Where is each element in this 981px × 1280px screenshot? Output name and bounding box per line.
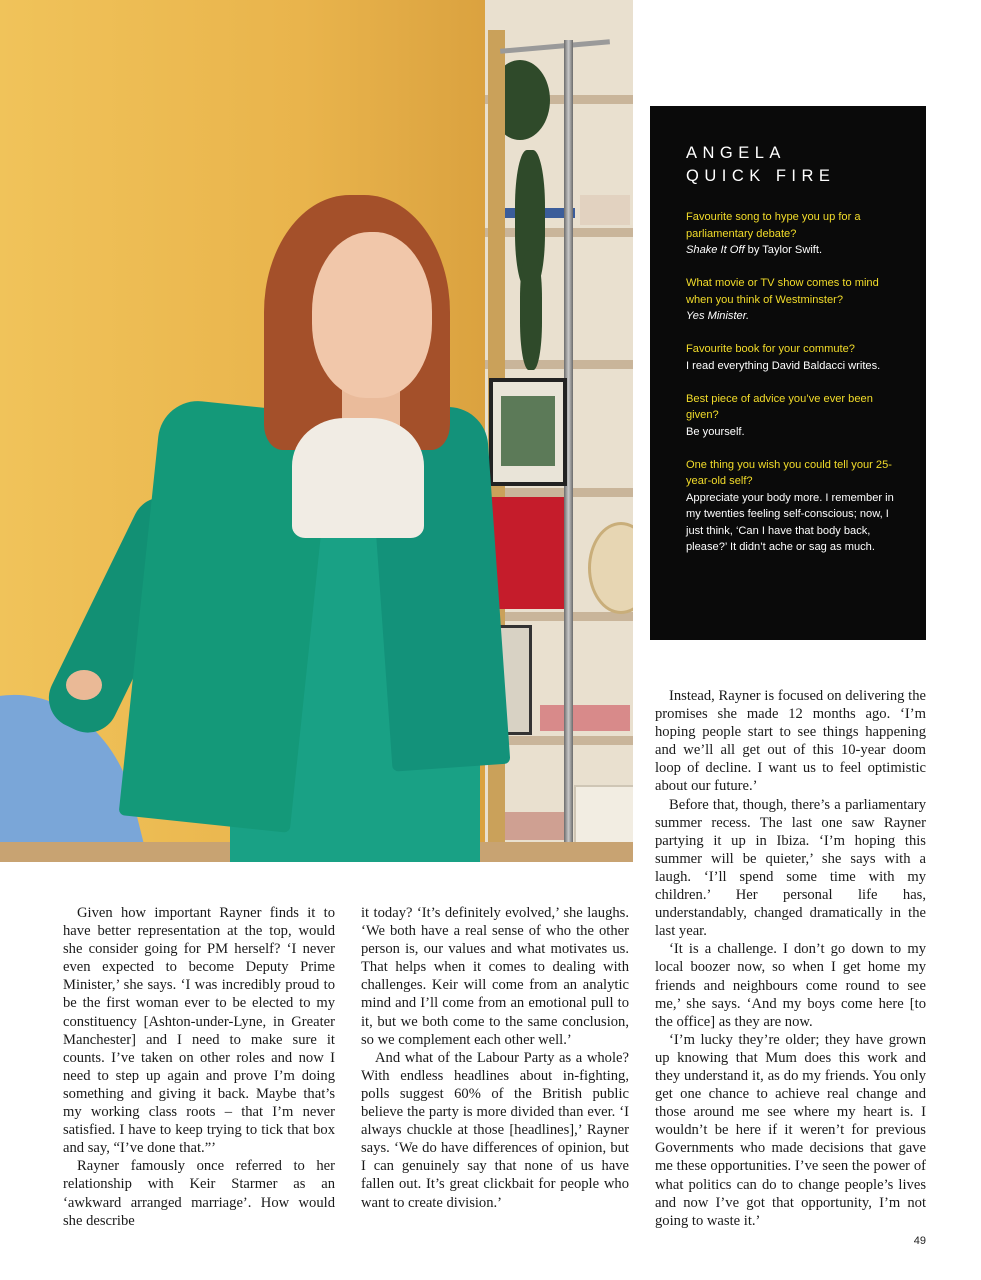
shelf-board [485,612,633,621]
qa-item [686,209,896,259]
qa-item [686,275,896,325]
paragraph: ‘It is a challenge. I don’t go down to my local boozer now, so when I get home my friends and neighbours come round to see me,’ she says. ‘And my boys come here [to the office] as they are now. [655,941,926,1030]
paragraph: Instead, Rayner is focused on delivering the promises she made 12 months ago. ‘I’m hoping people start to see things happening and we’ll all get out of this 10-year doom loop of decline. I want us to feel optimistic about our future.’ [655,688,926,795]
plant [520,250,542,370]
books [540,705,630,731]
quick-fire-title [686,142,896,188]
qa-item [686,341,896,374]
answer [686,308,896,325]
answer-text: Be yourself. [686,425,745,438]
question: One thing you wish you could tell your 25-year-old self? [686,458,892,487]
title-line-1: ANGELA [686,144,786,162]
paragraph: Rayner famously once referred to her relationship with Keir Starmer as an ‘awkward arranged marriage’. How would she describe [63,1158,335,1229]
question: Favourite book for your commute? [686,343,855,355]
paragraph: Given how important Rayner finds it to have better representation at the top, would she consider going for PM herself? ‘I never even expected to become Deputy Prime Minister,’ she says. ‘I was incredibly proud to be the first woman ever to be elected to my constituency [Ashton-under-Lyne, in Greater Manchester] and I need to make sure it counts. I’ve taken on other roles and now I need to step up again and prove I’m doing something and giving it back. Maybe that’s my working class roots – that I’m never satisfied. I have to keep trying to tick that box and say, “I’ve done that.”’ [63,905,335,1157]
article-column-2 [361,904,629,1212]
question: Favourite song to hype you up for a parliamentary debate? [686,211,861,240]
answer-title: Shake It Off [686,244,745,256]
quick-fire-box [650,106,926,640]
answer [686,358,896,375]
answer [686,490,896,556]
answer-text: I read everything David Baldacci writes. [686,359,881,372]
hand [66,670,102,700]
subject-figure [80,190,500,862]
article-column-1 [63,904,335,1230]
answer-title: Yes Minister. [686,310,750,322]
white-top [292,418,424,538]
shelf-board [485,488,633,497]
paragraph: it today? ‘It’s definitely evolved,’ she laughs. ‘We both have a real sense of who the other person is, our values and what motivates us. That helps when it comes to dealing with challenges. Keir will come from an analytic mind and I’ll come from an emotional pull to it, but we both come to the same conclusion, so we complement each other well.’ [361,905,629,1048]
paragraph: And what of the Labour Party as a whole? With endless headlines about in-fighting, polls suggest 60% of the British public believe the party is more divided than ever. ‘I always chuckle at those [headlines],’ Rayner says. ‘We do have differences of opinion, but I can genuinely say that none of us have fallen out. It’s great clickbait for people who want to create division.’ [361,1049,629,1211]
article-column-3 [655,687,926,1230]
question: What movie or TV show comes to mind when you think of Westminster? [686,277,879,306]
page-number: 49 [913,1235,926,1247]
books [500,812,570,840]
books [580,195,630,225]
face [312,232,432,398]
qa-item [686,457,896,556]
title-line-2: QUICK FIRE [686,167,836,185]
shelf-board [485,360,633,369]
picture-frame [489,378,567,486]
portrait-photo [0,0,633,862]
question: Best piece of advice you’ve ever been given? [686,392,873,421]
shelf-board [485,228,633,237]
answer-text: by Taylor Swift. [744,244,823,256]
paragraph: Before that, though, there’s a parliamentary summer recess. The last one saw Rayner partying it up in Ibiza. ‘I’m hoping this summer will be quieter,’ she says with a laugh. ‘I’ll spend some time with my children.’ Her personal life has, understandably, changed dramatically in the last year. [655,796,926,940]
answer-text: Appreciate your body more. I remember in my twenties feeling self-conscious; now, I just think, ‘Can I have that body back, please?’ It didn’t ache or sag as much. [686,491,894,553]
answer [686,242,896,259]
qa-item [686,391,896,441]
answer [686,424,896,441]
paragraph: ‘I’m lucky they’re older; they have grown up knowing that Mum does this work and they understand it, as do my friends. You only get one chance to achieve real change and those around me see where my heart is. I wouldn’t be here if it weren’t for previous Governments who made decisions that gave me these opportunities. I’ve seen the power of what politics can do to change people’s lives and now I’ve got that opportunity, I’m not going to waste it.’ [655,1031,926,1229]
